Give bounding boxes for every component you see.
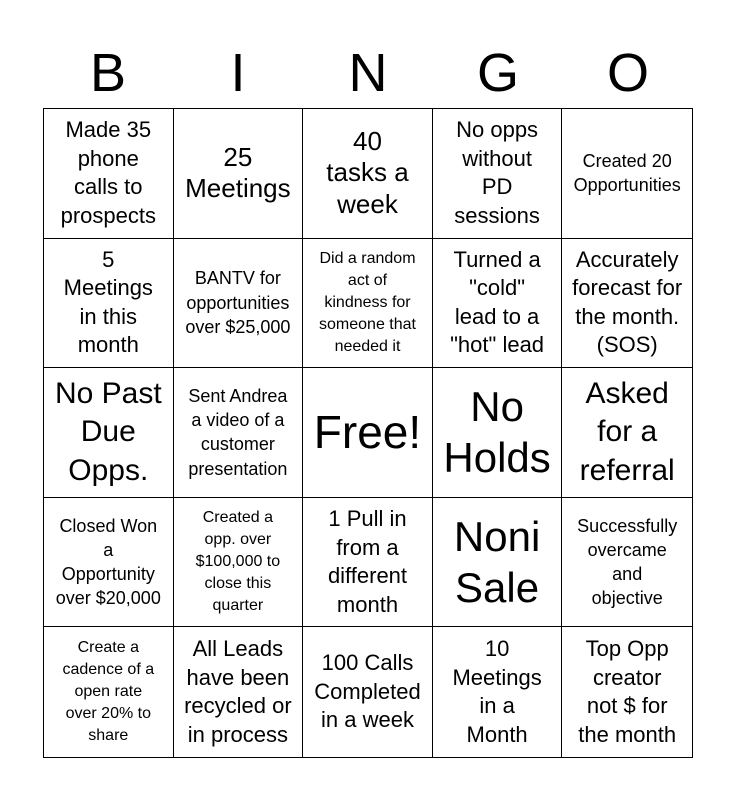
bingo-cell-b2[interactable]: 5 Meetings in this month — [44, 239, 174, 369]
bingo-cell-g2[interactable]: Turned a "cold" lead to a "hot" lead — [433, 239, 563, 369]
bingo-cell-i3[interactable]: Sent Andrea a video of a customer presentation — [174, 368, 304, 498]
header-letter-g: G — [476, 43, 519, 103]
bingo-cell-i1[interactable]: 25 Meetings — [174, 109, 304, 239]
bingo-cell-i5[interactable]: All Leads have been recycled or in process — [174, 627, 304, 757]
bingo-cell-n1[interactable]: 40 tasks a week — [303, 109, 433, 239]
bingo-board — [43, 108, 693, 758]
bingo-cell-b1[interactable]: Made 35 phone calls to prospects — [44, 109, 174, 239]
bingo-cell-b4[interactable]: Closed Won a Opportunity over $20,000 — [44, 498, 174, 628]
header-letter-o: O — [606, 43, 649, 103]
bingo-cell-i2[interactable]: BANTV for opportunities over $25,000 — [174, 239, 304, 369]
bingo-cell-n2[interactable]: Did a random act of kindness for someone that needed it — [303, 239, 433, 369]
bingo-cell-g5[interactable]: 10 Meetings in a Month — [433, 627, 563, 757]
header-letter-i: I — [230, 43, 246, 103]
bingo-cell-b3[interactable]: No Past Due Opps. — [44, 368, 174, 498]
bingo-cell-o4[interactable]: Successfully overcame and objective — [562, 498, 692, 628]
bingo-header — [43, 38, 693, 108]
bingo-cell-free[interactable]: Free! — [303, 368, 433, 498]
bingo-cell-g4[interactable]: Noni Sale — [433, 498, 563, 628]
header-letter-n: N — [348, 43, 388, 103]
bingo-cell-g3[interactable]: No Holds — [433, 368, 563, 498]
header-letter-b: B — [89, 43, 127, 103]
bingo-cell-i4[interactable]: Created a opp. over $100,000 to close this quarter — [174, 498, 304, 628]
bingo-cell-o3[interactable]: Asked for a referral — [562, 368, 692, 498]
bingo-cell-o5[interactable]: Top Opp creator not $ for the month — [578, 636, 677, 747]
bingo-cell-o1[interactable]: Created 20 Opportunities — [562, 109, 692, 239]
bingo-cell-b5[interactable]: Create a cadence of a open rate over 20% to share — [44, 627, 174, 757]
bingo-cell-g1[interactable]: No opps without PD sessions — [433, 109, 563, 239]
bingo-cell-n4[interactable]: 1 Pull in from a different month — [303, 498, 433, 628]
bingo-cell-o2[interactable]: Accurately forecast for the month. (SOS) — [562, 239, 692, 369]
bingo-cell-n5[interactable]: 100 Calls Completed in a week — [303, 627, 433, 757]
